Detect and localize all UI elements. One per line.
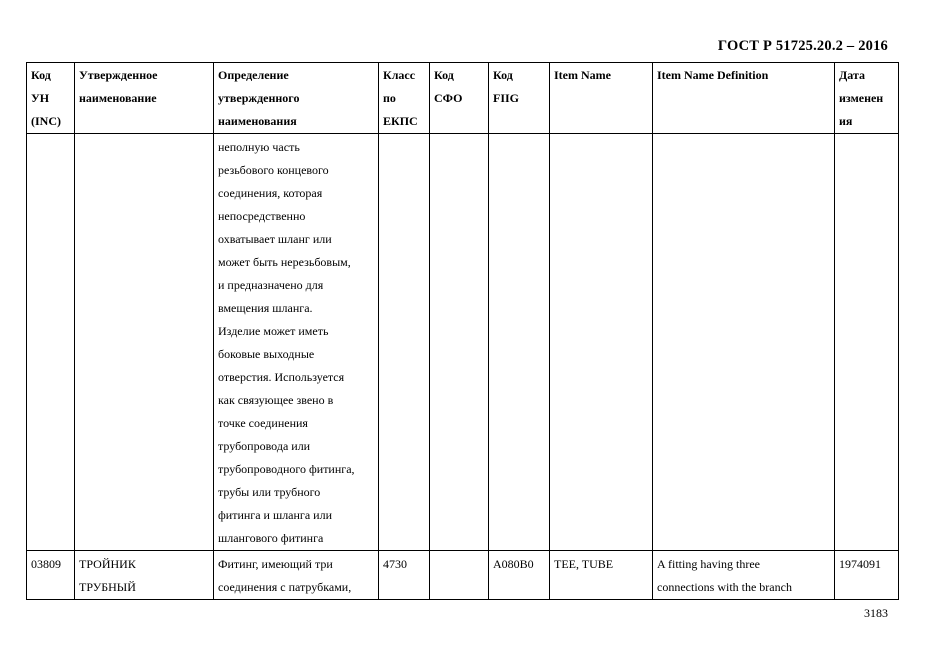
cell-change-date [835,134,899,551]
cell-sfo [430,551,489,600]
nomenclature-table [26,62,899,600]
header-sfo: Код СФО [430,63,489,134]
cell-approved-name [75,134,214,551]
header-fiig: Код FIIG [489,63,550,134]
header-class: Класс по ЕКПС [379,63,430,134]
cell-change-date: 1974091 [835,551,899,600]
header-approved-name: Утвержденное наименование [75,63,214,134]
cell-item-name [550,134,653,551]
cell-item-name-definition [653,134,835,551]
document-code: ГОСТ Р 51725.20.2 – 2016 [717,38,888,54]
cell-approved-name: ТРОЙНИК ТРУБНЫЙ [75,551,214,600]
header-item-name-definition: Item Name Definition [653,63,835,134]
cell-fiig [489,134,550,551]
cell-inc [27,134,75,551]
cell-class: 4730 [379,551,430,600]
cell-sfo [430,134,489,551]
table-row [27,551,899,600]
header-definition: Определение утвержденного наименования [214,63,379,134]
cell-class [379,134,430,551]
cell-definition: Фитинг, имеющий три соединения с патрубками, [214,551,379,600]
cell-inc: 03809 [27,551,75,600]
cell-fiig: A080B0 [489,551,550,600]
header-change-date: Дата изменен ия [835,63,899,134]
header-item-name: Item Name [550,63,653,134]
header-inc: Код УН (INC) [27,63,75,134]
cell-item-name-definition: A fitting having three connections with the branch [653,551,835,600]
table-row [27,134,899,551]
cell-definition: неполную часть резьбового концевого соединения, которая непосредственно охватывает шланг или может быть нерезьбовым, и предназначено для вмещения шланга. Изделие может иметь боковые выходные отверстия. Используется как связующее звено в точке соединения трубопровода или трубопроводного фитинга, трубы или трубного фитинга и шланга или шлангового фитинга [214,134,379,551]
page-number: 3183 [864,606,888,620]
header-row [27,63,899,134]
cell-item-name: TEE, TUBE [550,551,653,600]
